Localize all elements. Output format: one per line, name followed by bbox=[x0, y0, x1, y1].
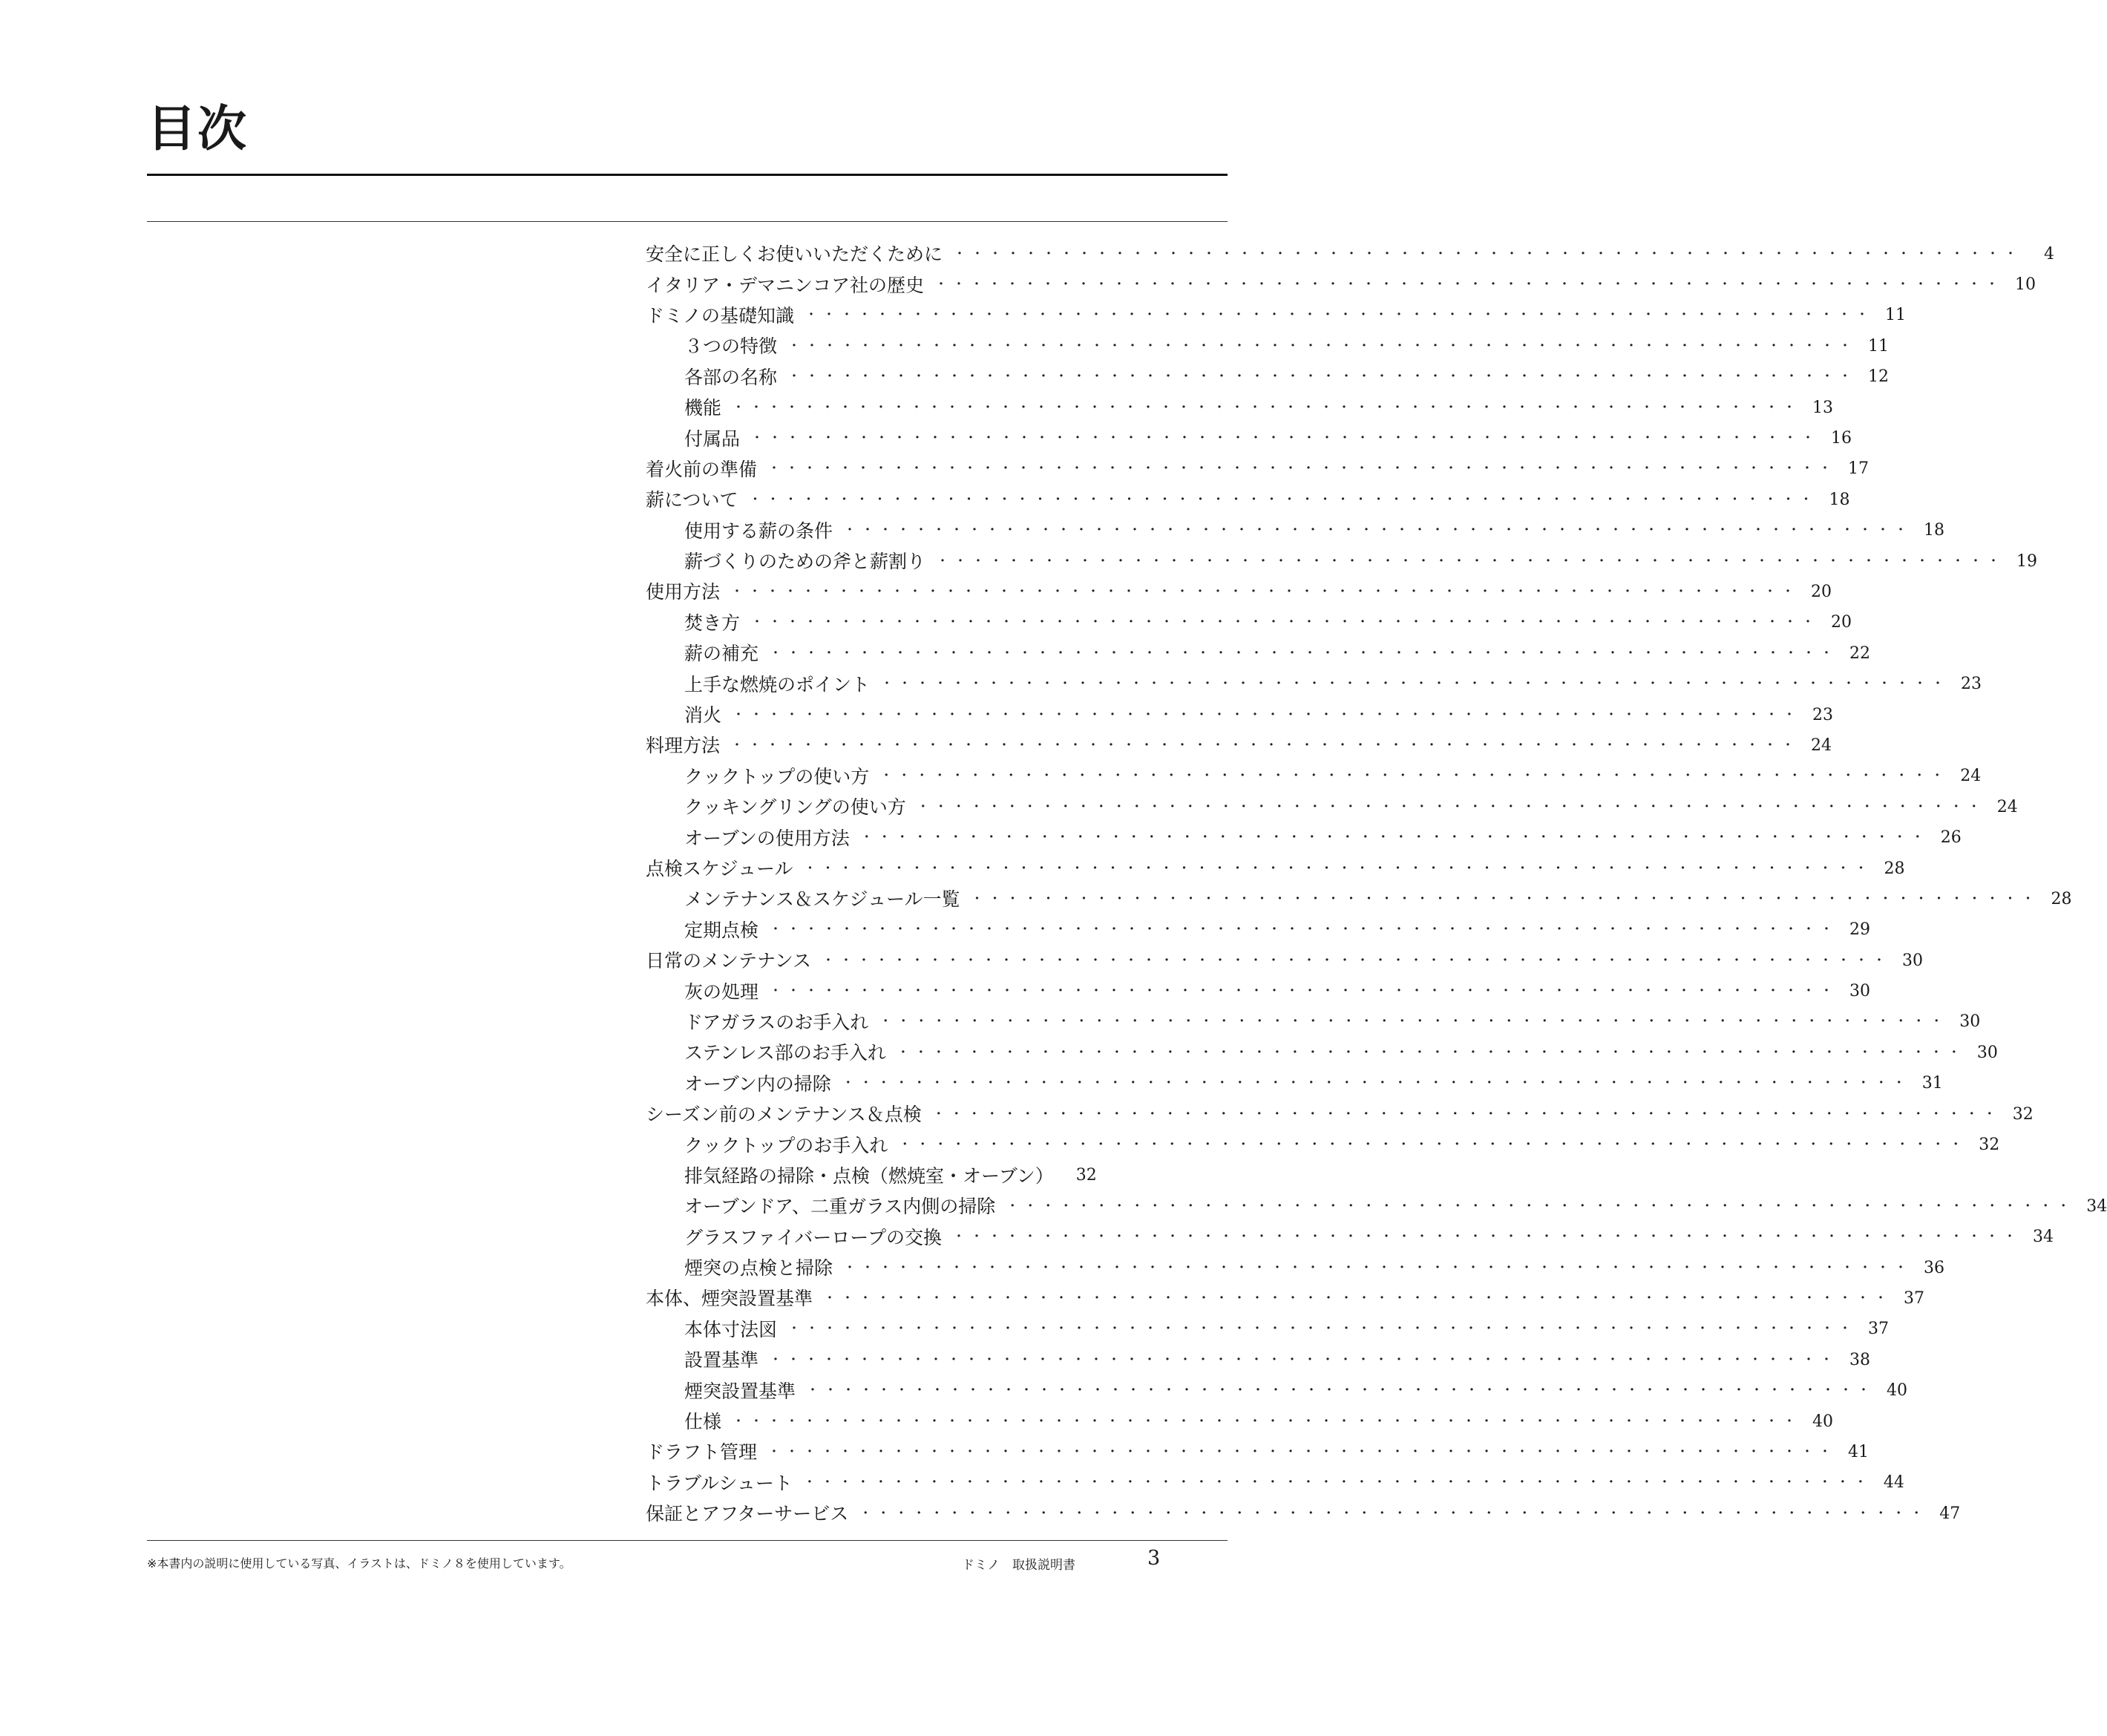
toc-entry-page: 47 bbox=[1939, 1504, 1961, 1523]
toc-entry-page: 22 bbox=[1849, 643, 1871, 663]
toc-leader-dots: ・・・・・・・・・・・・・・・・・・・・・・・・・・・・・・・・・・・・・・・・・・・・・・・・・・・・・・・・・・・・ bbox=[880, 676, 1950, 692]
toc-entry[interactable] bbox=[646, 1283, 1925, 1314]
toc-entry-label: ドミノの基礎知識 bbox=[646, 304, 795, 327]
toc-entry-label: ドアガラスのお手入れ bbox=[684, 1011, 869, 1033]
toc-entry-page: 18 bbox=[1829, 490, 1850, 509]
toc-entry-label: シーズン前のメンテナンス＆点検 bbox=[646, 1104, 922, 1126]
toc-entry-label: 上手な燃焼のポイント bbox=[684, 673, 871, 695]
toc-entry-page: 32 bbox=[1979, 1136, 2000, 1155]
toc-entry[interactable] bbox=[646, 761, 1982, 792]
toc-leader-dots: ・・・・・・・・・・・・・・・・・・・・・・・・・・・・・・・・・・・・・・・・・・・・・・・・・・・・・・・・・・・・ bbox=[843, 1260, 1913, 1276]
toc-leader-dots: ・・・・・・・・・・・・・・・・・・・・・・・・・・・・・・・・・・・・・・・・・・・・・・・・・・・・・・・・・・・・ bbox=[952, 1229, 2022, 1245]
toc-entry-page: 31 bbox=[1921, 1074, 1943, 1093]
toc-entry-page: 38 bbox=[1849, 1350, 1871, 1369]
toc-entry[interactable] bbox=[646, 1375, 1908, 1406]
toc-entry-page: 32 bbox=[1075, 1166, 1097, 1185]
toc-entry[interactable] bbox=[646, 608, 1852, 638]
toc-entry[interactable] bbox=[646, 669, 1982, 699]
table-of-contents bbox=[646, 239, 2107, 1529]
toc-entry-page: 37 bbox=[1868, 1320, 1890, 1339]
toc-leader-dots: ・・・・・・・・・・・・・・・・・・・・・・・・・・・・・・・・・・・・・・・・・・・・・・・・・・・・・・・・・・・・ bbox=[803, 860, 1872, 877]
toc-entry[interactable] bbox=[646, 301, 1907, 331]
toc-entry[interactable] bbox=[646, 1406, 1834, 1437]
footer-page-number: 3 bbox=[1147, 1547, 1161, 1570]
toc-entry-page: 32 bbox=[2012, 1104, 2034, 1124]
toc-entry-page: 4 bbox=[2044, 244, 2055, 263]
toc-entry-label: 料理方法 bbox=[646, 735, 721, 757]
toc-entry[interactable] bbox=[646, 1468, 1904, 1498]
toc-entry-page: 41 bbox=[1848, 1442, 1870, 1461]
toc-leader-dots: ・・・・・・・・・・・・・・・・・・・・・・・・・・・・・・・・・・・・・・・・・・・・・・・・・・・・・・・・・・・・ bbox=[898, 1137, 1967, 1153]
toc-entry[interactable] bbox=[646, 946, 1924, 976]
toc-leader-dots: ・・・・・・・・・・・・・・・・・・・・・・・・・・・・・・・・・・・・・・・・・・・・・・・・・・・・・・・・・・・・ bbox=[767, 1444, 1837, 1460]
toc-entry[interactable] bbox=[646, 1253, 1945, 1283]
toc-entry-label: オーブン内の掃除 bbox=[684, 1072, 831, 1095]
toc-leader-dots: ・・・・・・・・・・・・・・・・・・・・・・・・・・・・・・・・・・・・・・・・・・・・・・・・・・・・・・・・・・・・ bbox=[769, 1352, 1838, 1368]
toc-entry-page: 36 bbox=[1924, 1258, 1945, 1277]
toc-entry-page: 26 bbox=[1940, 828, 1962, 848]
toc-leader-dots: ・・・・・・・・・・・・・・・・・・・・・・・・・・・・・・・・・・・・・・・・・・・・・・・・・・・・・・・・・・・・ bbox=[787, 1321, 1857, 1337]
toc-leader-dots: ・・・・・・・・・・・・・・・・・・・・・・・・・・・・・・・・・・・・・・・・・・・・・・・・・・・・・・・・・・・・ bbox=[1006, 1198, 2075, 1214]
toc-entry[interactable] bbox=[646, 884, 2072, 914]
toc-entry-page: 12 bbox=[1868, 367, 1890, 387]
toc-entry-page: 30 bbox=[1849, 982, 1871, 1001]
toc-entry-page: 37 bbox=[1904, 1288, 1925, 1308]
toc-entry-page: 13 bbox=[1812, 398, 1834, 417]
toc-leader-dots: ・・・・・・・・・・・・・・・・・・・・・・・・・・・・・・・・・・・・・・・・・・・・・・・・・・・・・・・・・・・・ bbox=[896, 1044, 1965, 1061]
toc-entry[interactable] bbox=[646, 638, 1871, 669]
toc-leader-dots: ・・・・・・・・・・・・・・・・・・・・・・・・・・・・・・・・・・・・・・・・・・・・・・・・・・・・・・・・・・・・ bbox=[970, 891, 2039, 907]
toc-entry-label: 着火前の準備 bbox=[646, 458, 758, 480]
toc-entry[interactable] bbox=[646, 1007, 1981, 1038]
toc-leader-dots: ・・・・・・・・・・・・・・・・・・・・・・・・・・・・・・・・・・・・・・・・・・・・・・・・・・・・・・・・・・・・ bbox=[843, 523, 1913, 539]
toc-entry-label: 使用方法 bbox=[646, 581, 721, 603]
toc-entry-page: 30 bbox=[1902, 951, 1924, 970]
toc-leader-dots: ・・・・・・・・・・・・・・・・・・・・・・・・・・・・・・・・・・・・・・・・・・・・・・・・・・・・・・・・・・・・ bbox=[750, 430, 1820, 447]
toc-entry[interactable] bbox=[646, 331, 1890, 361]
toc-entry-label: ドラフト管理 bbox=[646, 1441, 758, 1464]
toc-leader-dots: ・・・・・・・・・・・・・・・・・・・・・・・・・・・・・・・・・・・・・・・・・・・・・・・・・・・・・・・・・・・・ bbox=[823, 1290, 1893, 1306]
toc-entry[interactable] bbox=[646, 1038, 1998, 1068]
toc-entry[interactable] bbox=[646, 1130, 2000, 1160]
toc-leader-dots: ・・・・・・・・・・・・・・・・・・・・・・・・・・・・・・・・・・・・・・・・・・・・・・・・・・・・・・・・・・・・ bbox=[879, 768, 1949, 785]
toc-leader-dots: ・・・・・・・・・・・・・・・・・・・・・・・・・・・・・・・・・・・・・・・・・・・・・・・・・・・・・・・・・・・・ bbox=[859, 830, 1929, 846]
toc-leader-dots: ・・・・・・・・・・・・・・・・・・・・・・・・・・・・・・・・・・・・・・・・・・・・・・・・・・・・・・・・・・・・ bbox=[879, 1014, 1948, 1030]
toc-leader-dots: ・・・・・・・・・・・・・・・・・・・・・・・・・・・・・・・・・・・・・・・・・・・・・・・・・・・・・・・・・・・・ bbox=[934, 277, 2004, 293]
toc-entry-label: グラスファイバーロープの交換 bbox=[684, 1226, 943, 1248]
toc-entry[interactable] bbox=[646, 485, 1850, 515]
toc-entry-label: 薪の補充 bbox=[684, 643, 759, 665]
toc-entry-label: オーブンの使用方法 bbox=[684, 827, 850, 849]
toc-leader-dots: ・・・・・・・・・・・・・・・・・・・・・・・・・・・・・・・・・・・・・・・・・・・・・・・・・・・・・・・・・・・・ bbox=[748, 491, 1818, 508]
toc-entry[interactable] bbox=[646, 1314, 1890, 1345]
toc-entry-page: 17 bbox=[1848, 459, 1870, 479]
toc-entry[interactable] bbox=[646, 1222, 2054, 1253]
toc-leader-dots: ・・・・・・・・・・・・・・・・・・・・・・・・・・・・・・・・・・・・・・・・・・・・・・・・・・・・・・・・・・・・ bbox=[750, 615, 1820, 631]
toc-entry-page: 11 bbox=[1868, 336, 1890, 356]
toc-entry-page: 19 bbox=[2016, 551, 2038, 571]
toc-leader-dots: ・・・・・・・・・・・・・・・・・・・・・・・・・・・・・・・・・・・・・・・・・・・・・・・・・・・・・・・・・・・・ bbox=[730, 737, 1800, 753]
toc-leader-dots: ・・・・・・・・・・・・・・・・・・・・・・・・・・・・・・・・・・・・・・・・・・・・・・・・・・・・・・・・・・・・ bbox=[806, 1383, 1875, 1399]
toc-leader-dots: ・・・・・・・・・・・・・・・・・・・・・・・・・・・・・・・・・・・・・・・・・・・・・・・・・・・・・・・・・・・・ bbox=[916, 799, 1985, 815]
toc-leader-dots: ・・・・・・・・・・・・・・・・・・・・・・・・・・・・・・・・・・・・・・・・・・・・・・・・・・・・・・・・・・・・ bbox=[769, 983, 1838, 1000]
toc-entry-page: 40 bbox=[1812, 1412, 1834, 1431]
toc-entry[interactable] bbox=[646, 269, 2036, 300]
header-divider bbox=[147, 221, 1228, 222]
footnote: ※本書内の説明に使用している写真、イラストは、ドミノ８を使用しています。 bbox=[147, 1556, 571, 1570]
toc-entry-label: 煙突の点検と掃除 bbox=[684, 1257, 833, 1280]
toc-entry-label: 使用する薪の条件 bbox=[684, 520, 833, 542]
toc-entry-page: 28 bbox=[1884, 859, 1905, 878]
toc-entry-page: 20 bbox=[1831, 613, 1852, 632]
toc-entry[interactable] bbox=[646, 1191, 2107, 1222]
toc-entry-label: オーブンドア、二重ガラス内側の掃除 bbox=[684, 1196, 996, 1218]
toc-leader-dots: ・・・・・・・・・・・・・・・・・・・・・・・・・・・・・・・・・・・・・・・・・・・・・・・・・・・・・・・・・・・・ bbox=[732, 707, 1801, 723]
toc-entry-label: クックトップの使い方 bbox=[684, 765, 870, 787]
toc-entry-page: 24 bbox=[1996, 797, 2018, 816]
toc-leader-dots: ・・・・・・・・・・・・・・・・・・・・・・・・・・・・・・・・・・・・・・・・・・・・・・・・・・・・・・・・・・・・ bbox=[732, 1413, 1801, 1429]
toc-entry[interactable] bbox=[646, 1099, 2034, 1130]
toc-entry[interactable] bbox=[646, 1161, 1097, 1191]
toc-entry-page: 24 bbox=[1960, 767, 1982, 786]
toc-entry-label: 煙突設置基準 bbox=[684, 1380, 796, 1402]
toc-leader-dots: ・・・・・・・・・・・・・・・・・・・・・・・・・・・・・・・・・・・・・・・・・・・・・・・・・・・・・・・・・・・・ bbox=[787, 338, 1857, 354]
toc-entry-page: 24 bbox=[1811, 736, 1832, 755]
toc-entry[interactable] bbox=[646, 454, 1870, 485]
toc-leader-dots: ・・・・・・・・・・・・・・・・・・・・・・・・・・・・・・・・・・・・・・・・・・・・・・・・・・・・・・・・・・・・ bbox=[841, 1075, 1910, 1092]
toc-entry-label: 日常のメンテナンス bbox=[646, 950, 812, 972]
toc-entry-label: 付属品 bbox=[684, 428, 741, 450]
toc-leader-dots: ・・・・・・・・・・・・・・・・・・・・・・・・・・・・・・・・・・・・・・・・・・・・・・・・・・・・・・・・・・・・ bbox=[802, 1475, 1872, 1491]
toc-entry-label: トラブルシュート bbox=[646, 1472, 793, 1494]
footer-divider bbox=[147, 1540, 1228, 1541]
toc-leader-dots: ・・・・・・・・・・・・・・・・・・・・・・・・・・・・・・・・・・・・・・・・・・・・・・・・・・・・・・・・・・・・ bbox=[953, 246, 2022, 262]
toc-entry-label: 機能 bbox=[684, 397, 722, 419]
toc-entry-page: 44 bbox=[1883, 1473, 1904, 1493]
toc-entry-label: 本体、煙突設置基準 bbox=[646, 1288, 813, 1310]
toc-leader-dots: ・・・・・・・・・・・・・・・・・・・・・・・・・・・・・・・・・・・・・・・・・・・・・・・・・・・・・・・・・・・・ bbox=[805, 307, 1874, 324]
toc-entry-label: クッキングリングの使い方 bbox=[684, 796, 906, 819]
toc-entry-label: 点検スケジュール bbox=[646, 858, 793, 880]
toc-entry[interactable] bbox=[646, 239, 2055, 269]
toc-entry[interactable] bbox=[646, 792, 2018, 822]
toc-leader-dots: ・・・・・・・・・・・・・・・・・・・・・・・・・・・・・・・・・・・・・・・・・・・・・・・・・・・・・・・・・・・・ bbox=[769, 922, 1838, 938]
toc-entry-page: 30 bbox=[1976, 1043, 1998, 1062]
toc-entry[interactable] bbox=[646, 1498, 1961, 1529]
toc-entry-label: 焚き方 bbox=[684, 612, 741, 634]
toc-entry-label: 定期点検 bbox=[684, 919, 759, 941]
toc-entry-page: 10 bbox=[2015, 275, 2036, 295]
toc-leader-dots: ・・・・・・・・・・・・・・・・・・・・・・・・・・・・・・・・・・・・・・・・・・・・・・・・・・・・・・・・・・・・ bbox=[931, 1106, 2001, 1122]
toc-leader-dots: ・・・・・・・・・・・・・・・・・・・・・・・・・・・・・・・・・・・・・・・・・・・・・・・・・・・・・・・・・・・・ bbox=[730, 583, 1800, 600]
toc-entry-label: 薪づくりのための斧と薪割り bbox=[684, 551, 926, 573]
toc-entry-label: 安全に正しくお使いいただくために bbox=[646, 243, 943, 266]
toc-leader-dots: ・・・・・・・・・・・・・・・・・・・・・・・・・・・・・・・・・・・・・・・・・・・・・・・・・・・・・・・・・・・・ bbox=[936, 553, 2005, 569]
toc-leader-dots: ・・・・・・・・・・・・・・・・・・・・・・・・・・・・・・・・・・・・・・・・・・・・・・・・・・・・・・・・・・・・ bbox=[767, 461, 1837, 477]
toc-entry[interactable] bbox=[646, 822, 1962, 853]
toc-entry[interactable] bbox=[646, 854, 1905, 884]
toc-entry-label: イタリア・デマニンコア社の歴史 bbox=[646, 274, 925, 296]
toc-entry-label: 灰の処理 bbox=[684, 980, 759, 1003]
toc-entry-page: 34 bbox=[2086, 1196, 2107, 1216]
title-underline bbox=[147, 174, 1228, 176]
toc-entry-label: 排気経路の掃除・点検（燃焼室・オーブン） bbox=[684, 1165, 1054, 1187]
toc-entry[interactable] bbox=[646, 516, 1945, 546]
toc-entry[interactable] bbox=[646, 1345, 1871, 1375]
toc-entry-label: 消火 bbox=[684, 704, 722, 727]
toc-entry-label: クックトップのお手入れ bbox=[684, 1134, 888, 1156]
toc-entry-page: 30 bbox=[1959, 1012, 1981, 1032]
toc-entry-page: 34 bbox=[2033, 1228, 2054, 1247]
toc-entry-page: 40 bbox=[1887, 1381, 1908, 1401]
toc-entry[interactable] bbox=[646, 423, 1852, 453]
toc-entry-label: メンテナンス＆スケジュール一覧 bbox=[684, 888, 960, 911]
toc-entry-label: 本体寸法図 bbox=[684, 1318, 778, 1340]
toc-entry[interactable] bbox=[646, 1069, 1943, 1099]
toc-entry-page: 20 bbox=[1811, 582, 1832, 601]
toc-entry[interactable] bbox=[646, 976, 1871, 1006]
toc-entry[interactable] bbox=[646, 1437, 1870, 1467]
toc-entry-label: 薪について bbox=[646, 489, 738, 511]
page-title: 目次 bbox=[147, 99, 248, 157]
toc-entry[interactable] bbox=[646, 362, 1890, 393]
toc-entry[interactable] bbox=[646, 393, 1834, 423]
toc-leader-dots: ・・・・・・・・・・・・・・・・・・・・・・・・・・・・・・・・・・・・・・・・・・・・・・・・・・・・・・・・・・・・ bbox=[822, 952, 1891, 969]
toc-entry-label: 各部の名称 bbox=[684, 366, 778, 388]
toc-entry-label: 保証とアフターサービス bbox=[646, 1503, 849, 1525]
toc-entry-page: 18 bbox=[1924, 521, 1945, 540]
toc-entry[interactable] bbox=[646, 577, 1832, 607]
toc-leader-dots: ・・・・・・・・・・・・・・・・・・・・・・・・・・・・・・・・・・・・・・・・・・・・・・・・・・・・・・・・・・・・ bbox=[787, 369, 1857, 385]
toc-entry-label: 設置基準 bbox=[684, 1349, 759, 1372]
toc-leader-dots: ・・・・・・・・・・・・・・・・・・・・・・・・・・・・・・・・・・・・・・・・・・・・・・・・・・・・・・・・・・・・ bbox=[769, 645, 1838, 661]
footer-document-title: ドミノ 取扱説明書 bbox=[962, 1558, 1075, 1573]
toc-entry-page: 28 bbox=[2051, 889, 2072, 908]
toc-entry-page: 29 bbox=[1849, 920, 1871, 940]
toc-leader-dots: ・・・・・・・・・・・・・・・・・・・・・・・・・・・・・・・・・・・・・・・・・・・・・・・・・・・・・・・・・・・・ bbox=[732, 399, 1801, 416]
toc-leader-dots: ・・・・・・・・・・・・・・・・・・・・・・・・・・・・・・・・・・・・・・・・・・・・・・・・・・・・・・・・・・・・ bbox=[859, 1505, 1928, 1522]
toc-entry-page: 11 bbox=[1885, 306, 1907, 325]
toc-entry-page: 23 bbox=[1961, 675, 1982, 694]
toc-entry[interactable] bbox=[646, 546, 2038, 577]
toc-entry-page: 16 bbox=[1831, 429, 1852, 448]
toc-entry[interactable] bbox=[646, 730, 1832, 761]
toc-entry-label: 仕様 bbox=[684, 1411, 722, 1433]
toc-entry-label: ステンレス部のお手入れ bbox=[684, 1042, 886, 1064]
toc-entry[interactable] bbox=[646, 915, 1871, 946]
toc-entry-label: ３つの特徴 bbox=[684, 335, 778, 358]
toc-entry-page: 23 bbox=[1812, 705, 1834, 724]
toc-entry[interactable] bbox=[646, 700, 1834, 730]
